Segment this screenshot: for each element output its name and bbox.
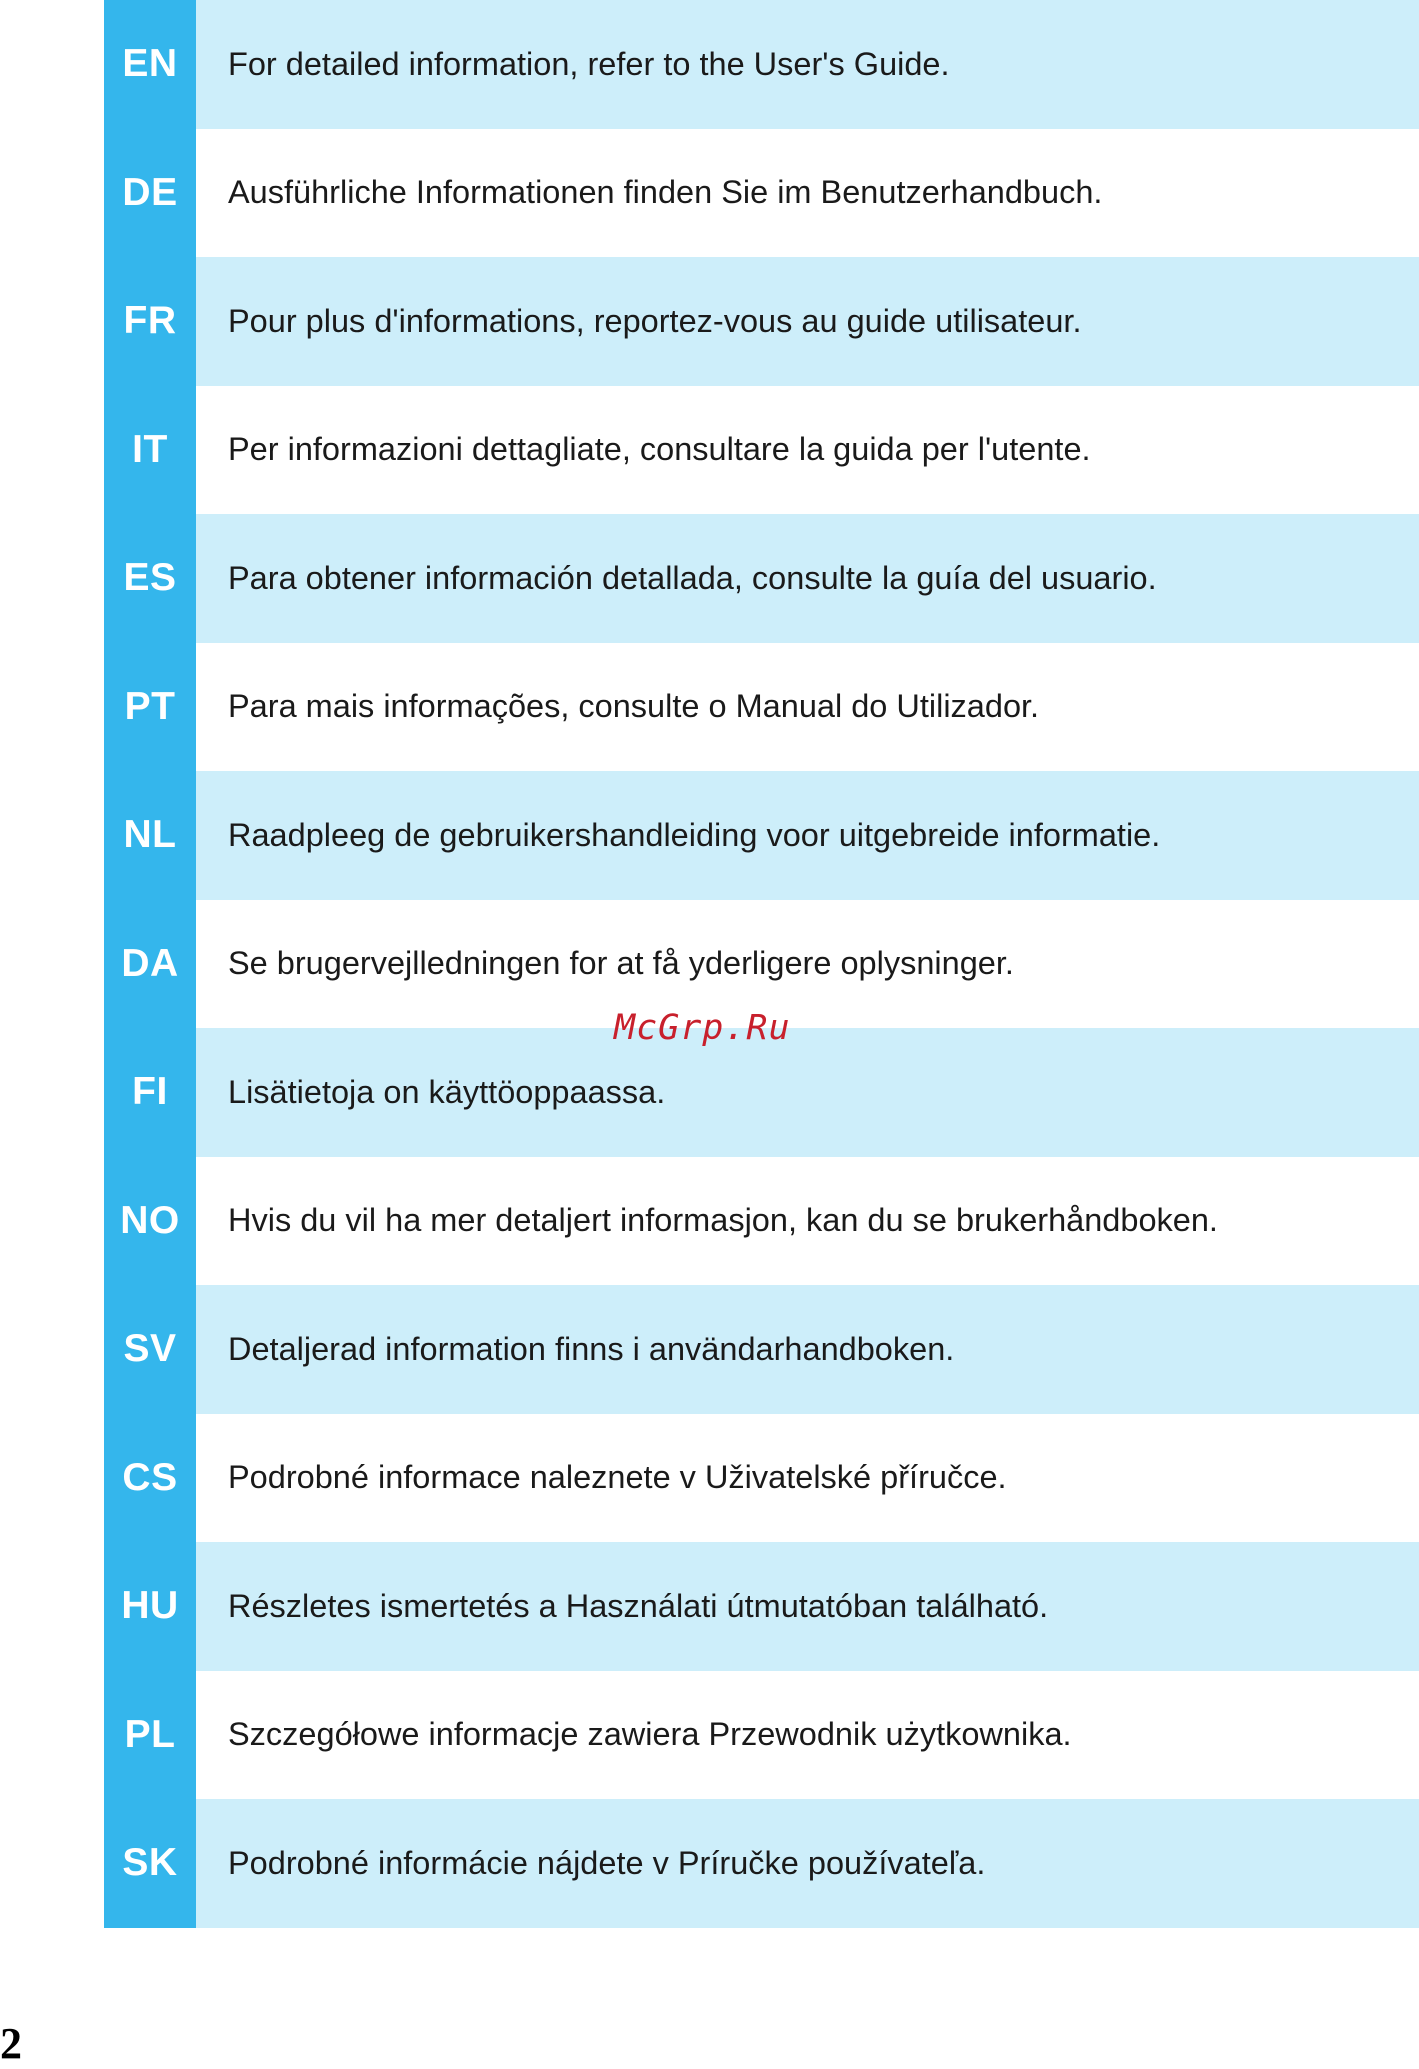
language-table (104, 0, 1419, 1928)
language-code: CS (104, 1414, 196, 1543)
language-text: Pour plus d'informations, reportez-vous au guide utilisateur. (196, 257, 1419, 386)
language-code: ES (104, 514, 196, 643)
language-code: IT (104, 386, 196, 515)
language-text: Podrobné informace naleznete v Uživatelské příručce. (196, 1414, 1419, 1543)
language-code: FI (104, 1028, 196, 1157)
language-row-nl (104, 771, 1419, 900)
language-text: Hvis du vil ha mer detaljert informasjon, kan du se brukerhåndboken. (196, 1157, 1419, 1286)
language-text: Raadpleeg de gebruikershandleiding voor uitgebreide informatie. (196, 771, 1419, 900)
language-code: PL (104, 1671, 196, 1800)
language-code: DA (104, 900, 196, 1029)
language-text: Detaljerad information finns i användarhandboken. (196, 1285, 1419, 1414)
language-row-fr (104, 257, 1419, 386)
language-text: Se brugervejlledningen for at få yderligere oplysninger. (196, 900, 1419, 1029)
language-text: Lisätietoja on käyttöoppaassa. (196, 1028, 1419, 1157)
language-row-sv (104, 1285, 1419, 1414)
language-code: PT (104, 643, 196, 772)
language-text: For detailed information, refer to the User's Guide. (196, 0, 1419, 129)
language-row-de (104, 129, 1419, 258)
language-row-pl (104, 1671, 1419, 1800)
language-text: Szczegółowe informacje zawiera Przewodnik użytkownika. (196, 1671, 1419, 1800)
language-row-cs (104, 1414, 1419, 1543)
language-code: NO (104, 1157, 196, 1286)
language-row-hu (104, 1542, 1419, 1671)
language-row-en (104, 0, 1419, 129)
language-row-es (104, 514, 1419, 643)
page-number: 2 (0, 2019, 22, 2068)
language-text: Részletes ismertetés a Használati útmutatóban található. (196, 1542, 1419, 1671)
language-code: FR (104, 257, 196, 386)
language-code: SV (104, 1285, 196, 1414)
language-code: HU (104, 1542, 196, 1671)
language-text: Per informazioni dettagliate, consultare la guida per l'utente. (196, 386, 1419, 515)
language-row-sk (104, 1799, 1419, 1928)
language-code: NL (104, 771, 196, 900)
language-code: EN (104, 0, 196, 129)
language-text: Para obtener información detallada, consulte la guía del usuario. (196, 514, 1419, 643)
language-row-it (104, 386, 1419, 515)
language-row-no (104, 1157, 1419, 1286)
language-row-pt (104, 643, 1419, 772)
watermark: McGrp.Ru (614, 1008, 791, 1048)
language-code: DE (104, 129, 196, 258)
language-text: Podrobné informácie nájdete v Príručke používateľa. (196, 1799, 1419, 1928)
language-text: Ausführliche Informationen finden Sie im Benutzerhandbuch. (196, 129, 1419, 258)
language-code: SK (104, 1799, 196, 1928)
language-text: Para mais informações, consulte o Manual do Utilizador. (196, 643, 1419, 772)
